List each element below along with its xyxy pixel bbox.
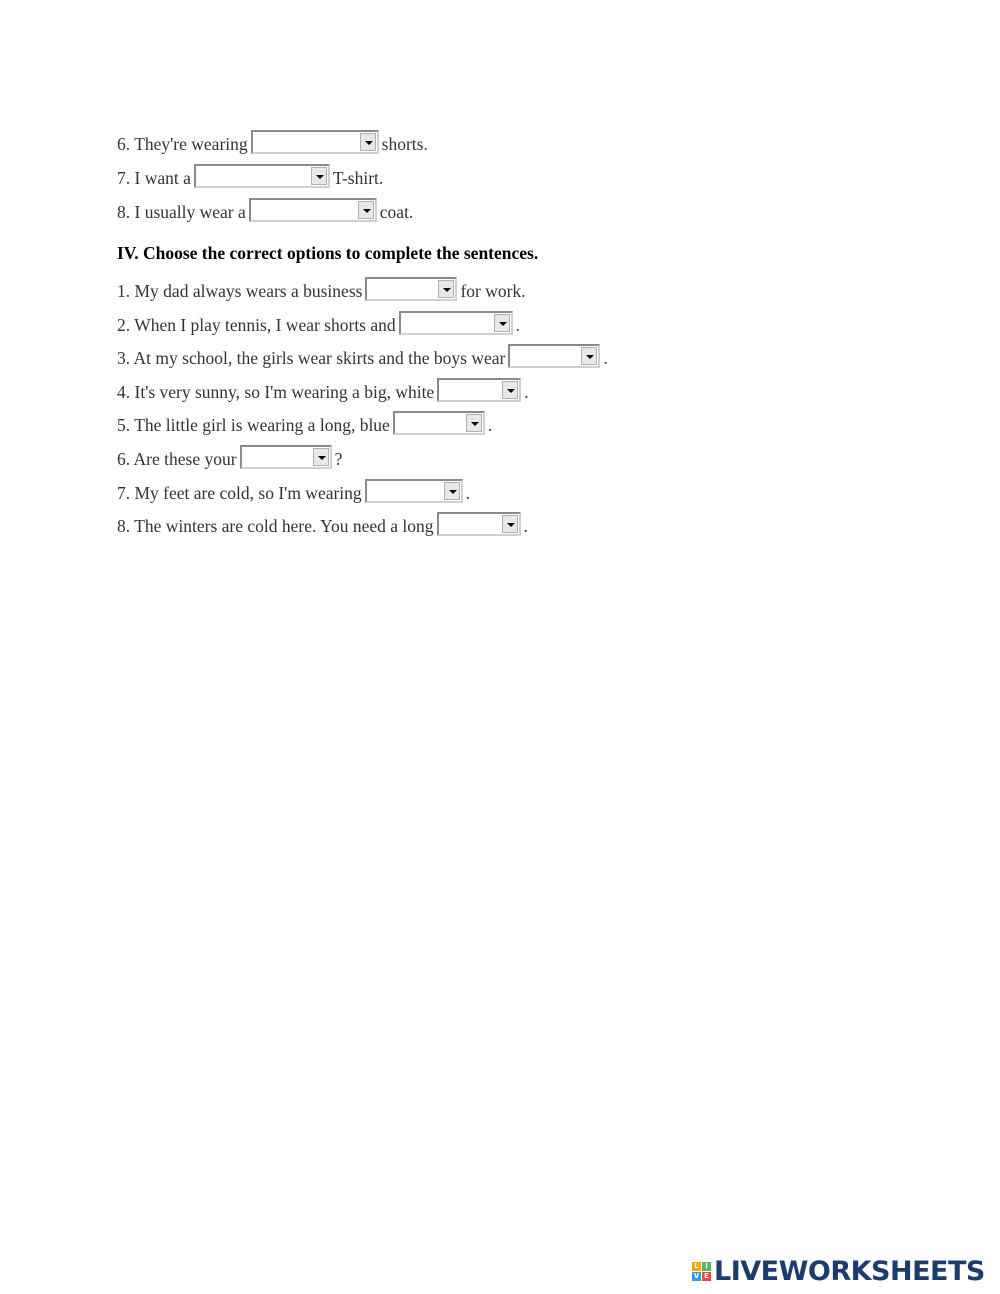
answer-dropdown[interactable] [508,344,600,368]
item-text: 8. The winters are cold here. You need a long [117,516,434,536]
item-text-after: ? [334,449,343,469]
chevron-down-icon[interactable] [502,381,518,399]
exercise-3-item-8 [117,198,413,222]
chevron-down-icon[interactable] [494,314,510,332]
chevron-down-icon[interactable] [311,167,327,185]
chevron-down-icon[interactable] [581,347,597,365]
exercise-3-item-6 [117,130,428,154]
item-text: 6. They're wearing [117,134,248,154]
item-text: 4. It's very sunny, so I'm wearing a big, white [117,382,435,402]
logo-text: LIVEWORKSHEETS [714,1255,985,1287]
logo-blocks-icon [692,1262,711,1281]
logo-block: V [693,1271,700,1280]
item-text-after: . [603,348,608,368]
item-text: 7. I want a [117,168,191,188]
item-text-after: coat. [379,202,414,222]
exercise-4-item-4 [117,378,529,402]
item-text: 1. My dad always wears a business [117,281,363,301]
section-heading: IV. Choose the correct options to complete the sentences. [117,243,539,263]
item-text-after: . [515,315,521,335]
exercise-4-item-1 [117,277,526,301]
answer-dropdown[interactable] [393,411,485,435]
exercise-3-item-7 [117,164,383,188]
answer-dropdown[interactable] [437,378,521,402]
chevron-down-icon[interactable] [438,280,454,298]
item-text-after: shorts. [381,134,428,154]
item-text-after: for work. [460,281,526,301]
exercise-4-item-7 [117,479,470,503]
answer-dropdown[interactable] [194,164,330,188]
item-text: 8. I usually wear a [117,202,246,222]
item-text: 7. My feet are cold, so I'm wearing [117,483,362,503]
exercise-4-item-6 [117,445,342,469]
item-text-after: . [523,516,528,536]
liveworksheets-logo [692,1256,985,1286]
answer-dropdown[interactable] [240,445,332,469]
answer-dropdown[interactable] [399,311,513,335]
answer-dropdown[interactable] [249,198,377,222]
answer-dropdown[interactable] [365,277,457,301]
chevron-down-icon[interactable] [360,133,376,151]
item-text: 5. The little girl is wearing a long, blue [117,415,390,435]
chevron-down-icon[interactable] [444,482,460,500]
chevron-down-icon[interactable] [358,201,374,219]
answer-dropdown[interactable] [437,512,521,536]
logo-block: E [702,1272,711,1281]
exercise-4-item-3 [117,344,608,368]
item-text: 2. When I play tennis, I wear shorts and [117,315,396,335]
logo-block: I [702,1262,711,1271]
exercise-4-item-2 [117,311,520,335]
exercise-4-item-8 [117,512,528,536]
item-text: 3. At my school, the girls wear skirts and the boys wear [117,348,506,368]
answer-dropdown[interactable] [365,479,463,503]
logo-block: L [692,1262,701,1271]
chevron-down-icon[interactable] [466,414,482,432]
answer-dropdown[interactable] [251,130,379,154]
item-text-after: . [524,382,529,402]
chevron-down-icon[interactable] [502,515,518,533]
chevron-down-icon[interactable] [313,448,329,466]
item-text-after: T-shirt. [332,168,384,188]
item-text-after: . [465,483,471,503]
item-text-after: . [487,415,493,435]
item-text: 6. Are these your [117,449,237,469]
exercise-4-item-5 [117,411,492,435]
